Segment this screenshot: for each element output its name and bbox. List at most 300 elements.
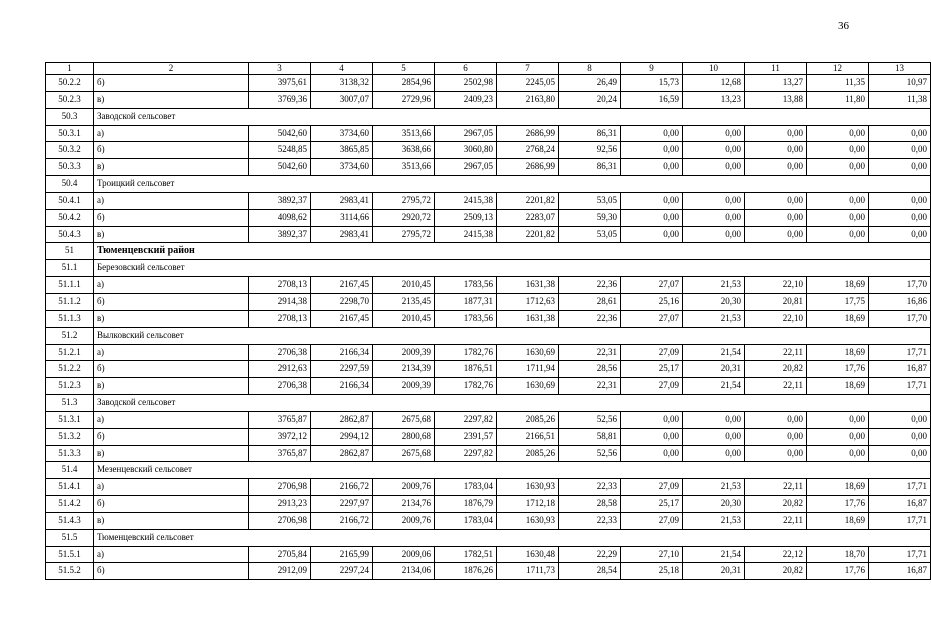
row-label: а) (94, 344, 249, 361)
value-cell: 28,56 (559, 361, 621, 378)
value-cell: 0,00 (745, 226, 807, 243)
value-cell: 2165,99 (311, 546, 373, 563)
row-code: 51.3.1 (46, 411, 94, 428)
value-cell: 21,54 (683, 344, 745, 361)
value-cell: 3769,36 (249, 91, 311, 108)
row-code: 50.2.2 (46, 75, 94, 92)
value-cell: 16,86 (869, 293, 931, 310)
row-label: а) (94, 411, 249, 428)
row-code: 50.4 (46, 176, 94, 193)
row-label: б) (94, 293, 249, 310)
column-number-header-row (46, 63, 931, 75)
value-cell: 2795,72 (373, 192, 435, 209)
section-title: Мезенцевский сельсовет (94, 462, 931, 479)
row-code: 51.4.1 (46, 479, 94, 496)
row-label: в) (94, 310, 249, 327)
value-cell: 0,00 (807, 445, 869, 462)
section-title: Вылковский сельсовет (94, 327, 931, 344)
value-cell: 2010,45 (373, 310, 435, 327)
value-cell: 4098,62 (249, 209, 311, 226)
value-cell: 0,00 (745, 142, 807, 159)
row-code: 51.3.3 (46, 445, 94, 462)
value-cell: 11,80 (807, 91, 869, 108)
value-cell: 2706,38 (249, 378, 311, 395)
section-row (46, 243, 931, 260)
table-row (46, 344, 931, 361)
value-cell: 1630,69 (497, 378, 559, 395)
row-label: б) (94, 563, 249, 580)
value-cell: 2706,98 (249, 479, 311, 496)
value-cell: 17,70 (869, 277, 931, 294)
value-cell: 0,00 (621, 192, 683, 209)
table-row (46, 142, 931, 159)
row-label: в) (94, 445, 249, 462)
value-cell: 21,54 (683, 546, 745, 563)
column-header-5: 5 (373, 63, 435, 75)
value-cell: 2686,99 (497, 159, 559, 176)
value-cell: 0,00 (745, 159, 807, 176)
value-cell: 2391,57 (435, 428, 497, 445)
value-cell: 25,16 (621, 293, 683, 310)
value-cell: 0,00 (621, 159, 683, 176)
value-cell: 2245,05 (497, 75, 559, 92)
value-cell: 27,10 (621, 546, 683, 563)
value-cell: 3734,60 (311, 125, 373, 142)
value-cell: 17,71 (869, 378, 931, 395)
value-cell: 0,00 (621, 428, 683, 445)
table-row (46, 226, 931, 243)
value-cell: 3765,87 (249, 445, 311, 462)
value-cell: 0,00 (683, 428, 745, 445)
value-cell: 2166,72 (311, 512, 373, 529)
row-code: 50.3.3 (46, 159, 94, 176)
value-cell: 0,00 (683, 226, 745, 243)
table-body (46, 63, 931, 580)
value-cell: 3513,66 (373, 125, 435, 142)
section-title: Заводской сельсовет (94, 395, 931, 412)
column-header-7: 7 (497, 63, 559, 75)
row-code: 51 (46, 243, 94, 260)
value-cell: 2854,96 (373, 75, 435, 92)
value-cell: 18,69 (807, 277, 869, 294)
value-cell: 2800,68 (373, 428, 435, 445)
value-cell: 0,00 (621, 209, 683, 226)
value-cell: 20,31 (683, 563, 745, 580)
value-cell: 52,56 (559, 411, 621, 428)
value-cell: 2706,38 (249, 344, 311, 361)
value-cell: 1876,51 (435, 361, 497, 378)
row-label: а) (94, 277, 249, 294)
value-cell: 52,56 (559, 445, 621, 462)
value-cell: 1783,04 (435, 512, 497, 529)
value-cell: 22,33 (559, 479, 621, 496)
value-cell: 2297,82 (435, 445, 497, 462)
value-cell: 2135,45 (373, 293, 435, 310)
value-cell: 17,71 (869, 546, 931, 563)
column-header-8: 8 (559, 63, 621, 75)
value-cell: 0,00 (745, 428, 807, 445)
value-cell: 1711,73 (497, 563, 559, 580)
value-cell: 2297,82 (435, 411, 497, 428)
row-code: 51.4.2 (46, 496, 94, 513)
section-row (46, 108, 931, 125)
row-code: 51.2.3 (46, 378, 94, 395)
table-row (46, 496, 931, 513)
value-cell: 28,54 (559, 563, 621, 580)
value-cell: 18,70 (807, 546, 869, 563)
value-cell: 2912,63 (249, 361, 311, 378)
value-cell: 53,05 (559, 226, 621, 243)
value-cell: 0,00 (869, 159, 931, 176)
value-cell: 1876,26 (435, 563, 497, 580)
value-cell: 17,71 (869, 479, 931, 496)
value-cell: 17,71 (869, 344, 931, 361)
row-code: 50.2.3 (46, 91, 94, 108)
value-cell: 12,68 (683, 75, 745, 92)
value-cell: 20,82 (745, 361, 807, 378)
value-cell: 2134,76 (373, 496, 435, 513)
row-label: а) (94, 479, 249, 496)
table-row (46, 159, 931, 176)
table-row (46, 192, 931, 209)
value-cell: 0,00 (745, 411, 807, 428)
table-row (46, 91, 931, 108)
value-cell: 17,76 (807, 563, 869, 580)
value-cell: 2166,34 (311, 378, 373, 395)
value-cell: 2675,68 (373, 445, 435, 462)
value-cell: 86,31 (559, 159, 621, 176)
row-label: в) (94, 226, 249, 243)
value-cell: 1783,56 (435, 310, 497, 327)
value-cell: 21,53 (683, 310, 745, 327)
value-cell: 18,69 (807, 344, 869, 361)
value-cell: 0,00 (745, 192, 807, 209)
value-cell: 2912,09 (249, 563, 311, 580)
table-row (46, 310, 931, 327)
value-cell: 2914,38 (249, 293, 311, 310)
value-cell: 1783,56 (435, 277, 497, 294)
value-cell: 2920,72 (373, 209, 435, 226)
row-code: 51.2 (46, 327, 94, 344)
section-title: Тюменцевский район (94, 243, 931, 260)
row-label: б) (94, 496, 249, 513)
row-code: 51.1.2 (46, 293, 94, 310)
row-code: 50.4.3 (46, 226, 94, 243)
table-row (46, 125, 931, 142)
value-cell: 2729,96 (373, 91, 435, 108)
value-cell: 0,00 (807, 411, 869, 428)
column-header-10: 10 (683, 63, 745, 75)
value-cell: 2283,07 (497, 209, 559, 226)
value-cell: 17,71 (869, 512, 931, 529)
section-row (46, 327, 931, 344)
value-cell: 22,31 (559, 344, 621, 361)
value-cell: 2862,87 (311, 411, 373, 428)
value-cell: 22,33 (559, 512, 621, 529)
value-cell: 22,10 (745, 277, 807, 294)
row-label: в) (94, 512, 249, 529)
value-cell: 27,09 (621, 344, 683, 361)
section-row (46, 462, 931, 479)
value-cell: 15,73 (621, 75, 683, 92)
value-cell: 2297,97 (311, 496, 373, 513)
value-cell: 2967,05 (435, 159, 497, 176)
table-row (46, 479, 931, 496)
value-cell: 21,53 (683, 479, 745, 496)
value-cell: 2167,45 (311, 277, 373, 294)
value-cell: 0,00 (745, 445, 807, 462)
value-cell: 3138,32 (311, 75, 373, 92)
row-code: 51.1.3 (46, 310, 94, 327)
table-row (46, 428, 931, 445)
row-code: 51.3 (46, 395, 94, 412)
column-header-2: 2 (94, 63, 249, 75)
value-cell: 2085,26 (497, 411, 559, 428)
value-cell: 0,00 (807, 192, 869, 209)
value-cell: 13,27 (745, 75, 807, 92)
value-cell: 13,88 (745, 91, 807, 108)
value-cell: 1782,51 (435, 546, 497, 563)
row-code: 50.3 (46, 108, 94, 125)
value-cell: 2705,84 (249, 546, 311, 563)
value-cell: 2913,23 (249, 496, 311, 513)
value-cell: 2708,13 (249, 277, 311, 294)
row-label: а) (94, 192, 249, 209)
value-cell: 1631,38 (497, 310, 559, 327)
value-cell: 20,30 (683, 496, 745, 513)
value-cell: 20,81 (745, 293, 807, 310)
value-cell: 0,00 (621, 125, 683, 142)
value-cell: 1630,93 (497, 512, 559, 529)
value-cell: 1712,18 (497, 496, 559, 513)
value-cell: 2502,98 (435, 75, 497, 92)
value-cell: 0,00 (621, 226, 683, 243)
value-cell: 86,31 (559, 125, 621, 142)
value-cell: 0,00 (683, 411, 745, 428)
value-cell: 2686,99 (497, 125, 559, 142)
value-cell: 3892,37 (249, 226, 311, 243)
column-header-13: 13 (869, 63, 931, 75)
value-cell: 2862,87 (311, 445, 373, 462)
value-cell: 3638,66 (373, 142, 435, 159)
value-cell: 2509,13 (435, 209, 497, 226)
value-cell: 22,11 (745, 378, 807, 395)
row-code: 51.5 (46, 529, 94, 546)
value-cell: 2983,41 (311, 226, 373, 243)
section-title: Троицкий сельсовет (94, 176, 931, 193)
value-cell: 3865,85 (311, 142, 373, 159)
value-cell: 27,07 (621, 277, 683, 294)
row-label: в) (94, 91, 249, 108)
value-cell: 22,29 (559, 546, 621, 563)
value-cell: 17,76 (807, 496, 869, 513)
value-cell: 2009,39 (373, 378, 435, 395)
value-cell: 0,00 (869, 192, 931, 209)
value-cell: 27,07 (621, 310, 683, 327)
value-cell: 0,00 (869, 142, 931, 159)
value-cell: 22,31 (559, 378, 621, 395)
value-cell: 16,87 (869, 361, 931, 378)
value-cell: 0,00 (807, 428, 869, 445)
column-header-11: 11 (745, 63, 807, 75)
table-row (46, 75, 931, 92)
value-cell: 20,82 (745, 496, 807, 513)
value-cell: 3892,37 (249, 192, 311, 209)
value-cell: 20,30 (683, 293, 745, 310)
value-cell: 2409,23 (435, 91, 497, 108)
value-cell: 16,59 (621, 91, 683, 108)
value-cell: 2009,06 (373, 546, 435, 563)
value-cell: 2134,39 (373, 361, 435, 378)
table-row (46, 293, 931, 310)
value-cell: 0,00 (869, 428, 931, 445)
section-row (46, 176, 931, 193)
value-cell: 2994,12 (311, 428, 373, 445)
value-cell: 22,11 (745, 512, 807, 529)
row-label: в) (94, 378, 249, 395)
row-code: 51.2.2 (46, 361, 94, 378)
row-code: 50.4.1 (46, 192, 94, 209)
section-row (46, 395, 931, 412)
row-label: б) (94, 428, 249, 445)
section-row (46, 529, 931, 546)
value-cell: 1876,79 (435, 496, 497, 513)
value-cell: 1630,93 (497, 479, 559, 496)
value-cell: 3765,87 (249, 411, 311, 428)
value-cell: 2708,13 (249, 310, 311, 327)
value-cell: 18,69 (807, 512, 869, 529)
row-label: б) (94, 361, 249, 378)
value-cell: 2167,45 (311, 310, 373, 327)
value-cell: 1782,76 (435, 378, 497, 395)
value-cell: 28,61 (559, 293, 621, 310)
value-cell: 1712,63 (497, 293, 559, 310)
value-cell: 27,09 (621, 479, 683, 496)
row-label: а) (94, 125, 249, 142)
value-cell: 22,36 (559, 277, 621, 294)
column-header-3: 3 (249, 63, 311, 75)
value-cell: 0,00 (683, 192, 745, 209)
value-cell: 0,00 (807, 142, 869, 159)
table-row (46, 512, 931, 529)
value-cell: 18,69 (807, 310, 869, 327)
row-code: 50.3.2 (46, 142, 94, 159)
value-cell: 17,76 (807, 361, 869, 378)
row-code: 51.3.2 (46, 428, 94, 445)
value-cell: 0,00 (869, 125, 931, 142)
value-cell: 2297,24 (311, 563, 373, 580)
value-cell: 21,54 (683, 378, 745, 395)
column-header-4: 4 (311, 63, 373, 75)
value-cell: 53,05 (559, 192, 621, 209)
value-cell: 2768,24 (497, 142, 559, 159)
row-code: 51.5.1 (46, 546, 94, 563)
value-cell: 17,70 (869, 310, 931, 327)
value-cell: 2163,80 (497, 91, 559, 108)
column-header-12: 12 (807, 63, 869, 75)
value-cell: 21,53 (683, 512, 745, 529)
value-cell: 2706,98 (249, 512, 311, 529)
value-cell: 0,00 (869, 226, 931, 243)
value-cell: 2675,68 (373, 411, 435, 428)
value-cell: 0,00 (683, 142, 745, 159)
value-cell: 2415,38 (435, 226, 497, 243)
table-row (46, 445, 931, 462)
value-cell: 0,00 (807, 209, 869, 226)
table-row (46, 361, 931, 378)
value-cell: 2134,06 (373, 563, 435, 580)
value-cell: 3513,66 (373, 159, 435, 176)
value-cell: 2009,76 (373, 512, 435, 529)
value-cell: 28,58 (559, 496, 621, 513)
value-cell: 3060,80 (435, 142, 497, 159)
value-cell: 2967,05 (435, 125, 497, 142)
value-cell: 22,11 (745, 479, 807, 496)
value-cell: 2085,26 (497, 445, 559, 462)
row-code: 50.4.2 (46, 209, 94, 226)
value-cell: 3975,61 (249, 75, 311, 92)
value-cell: 1782,76 (435, 344, 497, 361)
table-row (46, 277, 931, 294)
value-cell: 27,09 (621, 512, 683, 529)
value-cell: 0,00 (683, 209, 745, 226)
value-cell: 20,24 (559, 91, 621, 108)
value-cell: 10,97 (869, 75, 931, 92)
row-code: 51.2.1 (46, 344, 94, 361)
value-cell: 0,00 (683, 445, 745, 462)
page-number: 36 (838, 20, 849, 32)
section-row (46, 260, 931, 277)
value-cell: 22,36 (559, 310, 621, 327)
value-cell: 2166,72 (311, 479, 373, 496)
table-row (46, 546, 931, 563)
value-cell: 2795,72 (373, 226, 435, 243)
value-cell: 59,30 (559, 209, 621, 226)
value-cell: 0,00 (869, 209, 931, 226)
value-cell: 17,75 (807, 293, 869, 310)
row-label: б) (94, 142, 249, 159)
row-code: 51.1 (46, 260, 94, 277)
value-cell: 0,00 (807, 159, 869, 176)
value-cell: 5248,85 (249, 142, 311, 159)
value-cell: 0,00 (807, 226, 869, 243)
value-cell: 0,00 (807, 125, 869, 142)
value-cell: 25,17 (621, 496, 683, 513)
value-cell: 0,00 (869, 411, 931, 428)
section-title: Березовский сельсовет (94, 260, 931, 277)
value-cell: 58,81 (559, 428, 621, 445)
value-cell: 16,87 (869, 563, 931, 580)
row-code: 51.4.3 (46, 512, 94, 529)
table-row (46, 378, 931, 395)
value-cell: 25,17 (621, 361, 683, 378)
value-cell: 2010,45 (373, 277, 435, 294)
value-cell: 18,69 (807, 479, 869, 496)
value-cell: 0,00 (745, 125, 807, 142)
value-cell: 2297,59 (311, 361, 373, 378)
row-label: б) (94, 75, 249, 92)
value-cell: 20,31 (683, 361, 745, 378)
value-cell: 1877,31 (435, 293, 497, 310)
value-cell: 22,11 (745, 344, 807, 361)
value-cell: 2009,39 (373, 344, 435, 361)
column-header-6: 6 (435, 63, 497, 75)
row-label: б) (94, 209, 249, 226)
value-cell: 0,00 (621, 445, 683, 462)
value-cell: 11,38 (869, 91, 931, 108)
section-title: Заводской сельсовет (94, 108, 931, 125)
column-header-1: 1 (46, 63, 94, 75)
